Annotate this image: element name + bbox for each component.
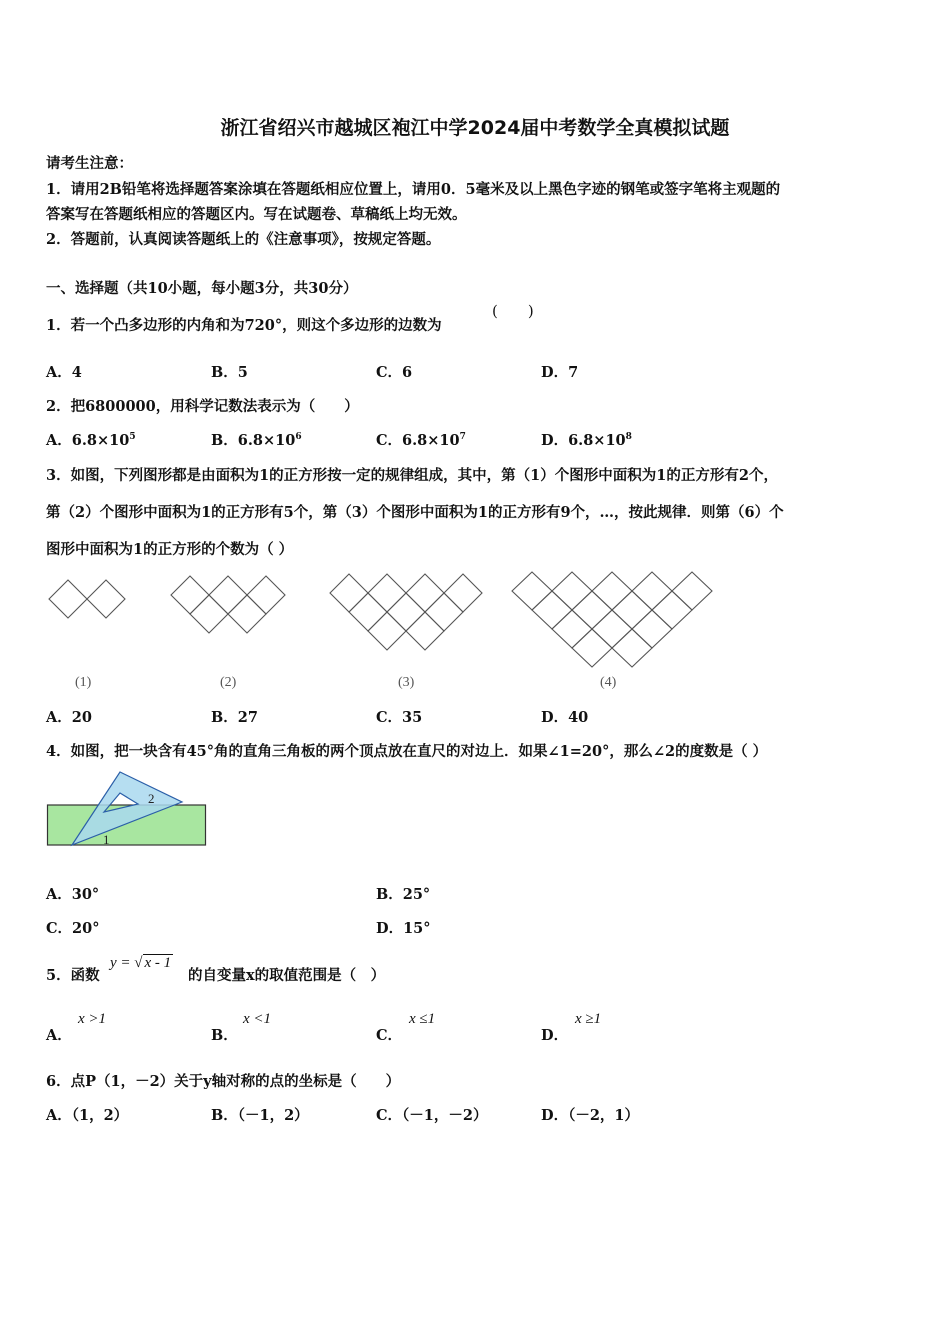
q3-option-a: A．20 — [46, 709, 92, 726]
q2-option-b: B．$6.8\times 10^6$ — [211, 432, 302, 449]
q3-square-pattern-figure — [40, 565, 720, 700]
q2-stem: 2．把6800000，用科学记数法表示为（ ） — [46, 398, 359, 415]
q5-formula-y: y = — [110, 955, 131, 971]
q5-formula-radicand: x - 1 — [144, 955, 172, 971]
q5-option-b-label: B． — [211, 1027, 238, 1044]
q5-option-a-value: x >1 — [78, 1011, 107, 1027]
q4-option-a: A．30° — [46, 886, 100, 903]
square-pattern-4 — [512, 572, 712, 667]
q1-option-c: C．6 — [376, 364, 413, 381]
q6-option-b: B．（－1，2） — [211, 1107, 309, 1124]
q2-option-d: D．$6.8\times 10^8$ — [541, 432, 632, 449]
figure-label-4: (4) — [600, 675, 617, 690]
q1-option-d: D．7 — [541, 364, 579, 381]
q5-option-b-value: x <1 — [243, 1011, 272, 1027]
q1-option-a: A．4 — [46, 364, 82, 381]
q5-option-d-label: D． — [541, 1027, 569, 1044]
q6-option-c: C．（－1，－2） — [376, 1107, 488, 1124]
q3-option-c: C．35 — [376, 709, 423, 726]
square-pattern-3 — [330, 574, 482, 650]
q5-option-d-value: x ≥1 — [575, 1011, 602, 1027]
q3-line-3: 图形中面积为1的正方形的个数为（ ） — [46, 541, 294, 558]
q6-option-d: D．（－2，1） — [541, 1107, 640, 1124]
square-pattern-2 — [171, 576, 285, 633]
figure-label-3: (3) — [398, 675, 415, 690]
square-pattern-1 — [49, 580, 125, 618]
q2-option-c: C．$6.8\times 10^7$ — [376, 432, 466, 449]
q3-line-2: 第（2）个图形中面积为1的正方形有5个，第（3）个图形中面积为1的正方形有9个，…，按此规律．则第（6）个 — [46, 504, 784, 521]
q1-option-b: B．5 — [211, 364, 248, 381]
figure-label-1: (1) — [75, 675, 92, 690]
q1-paren: ( ) — [492, 302, 534, 320]
q5-option-c-label: C． — [376, 1027, 403, 1044]
angle-2-label: 2 — [148, 791, 155, 806]
q4-stem: 4．如图，把一块含有45°角的直角三角板的两个顶点放在直尺的对边上．如果∠1=20°，那么∠2的度数是（ ） — [46, 743, 768, 760]
q6-stem: 6．点P（1，－2）关于y轴对称的点的坐标是（ ） — [46, 1073, 401, 1090]
q5-option-c-value: x ≤1 — [409, 1011, 436, 1027]
notice-heading: 请考生注意： — [46, 155, 133, 172]
q5-stem-prefix: 5．函数 — [46, 967, 100, 984]
q4-option-b: B．25° — [376, 886, 431, 903]
q4-ruler-triangle-figure — [46, 768, 211, 850]
q3-option-b: B．27 — [211, 709, 258, 726]
section-heading: 一、选择题（共10小题，每小题3分，共30分） — [46, 280, 358, 297]
q6-option-a: A．（1，2） — [46, 1107, 129, 1124]
q5-stem-suffix: 的自变量x的取值范围是（ ） — [188, 967, 386, 984]
q5-formula: y = √ x - 1 — [110, 955, 172, 971]
q1-stem: 1．若一个凸多边形的内角和为720°，则这个多边形的边数为 — [46, 317, 442, 334]
notice-line-1a: 1．请用2B铅笔将选择题答案涂填在答题纸相应位置上，请用0．5毫米及以上黑色字迹的钢笔或签字笔将主观题的 — [46, 181, 781, 198]
q2-option-a: A．$6.8\times 10^5$ — [46, 432, 136, 449]
q4-option-c: C．20° — [46, 920, 100, 937]
notice-line-2: 2．答题前，认真阅读答题纸上的《注意事项》，按规定答题。 — [46, 231, 441, 248]
notice-line-1b: 答案写在答题纸相应的答题区内。写在试题卷、草稿纸上均无效。 — [46, 206, 467, 223]
q3-line-1: 3．如图，下列图形都是由面积为1的正方形按一定的规律组成，其中，第（1）个图形中面积为1的正方形有2个， — [46, 467, 778, 484]
q4-option-d: D．15° — [376, 920, 431, 937]
page-title: 浙江省绍兴市越城区袍江中学2024届中考数学全真模拟试题 — [220, 117, 730, 139]
q3-option-d: D．40 — [541, 709, 589, 726]
angle-1-label: 1 — [103, 832, 110, 847]
figure-label-2: (2) — [220, 675, 237, 690]
q5-option-a-label: A． — [46, 1027, 72, 1044]
